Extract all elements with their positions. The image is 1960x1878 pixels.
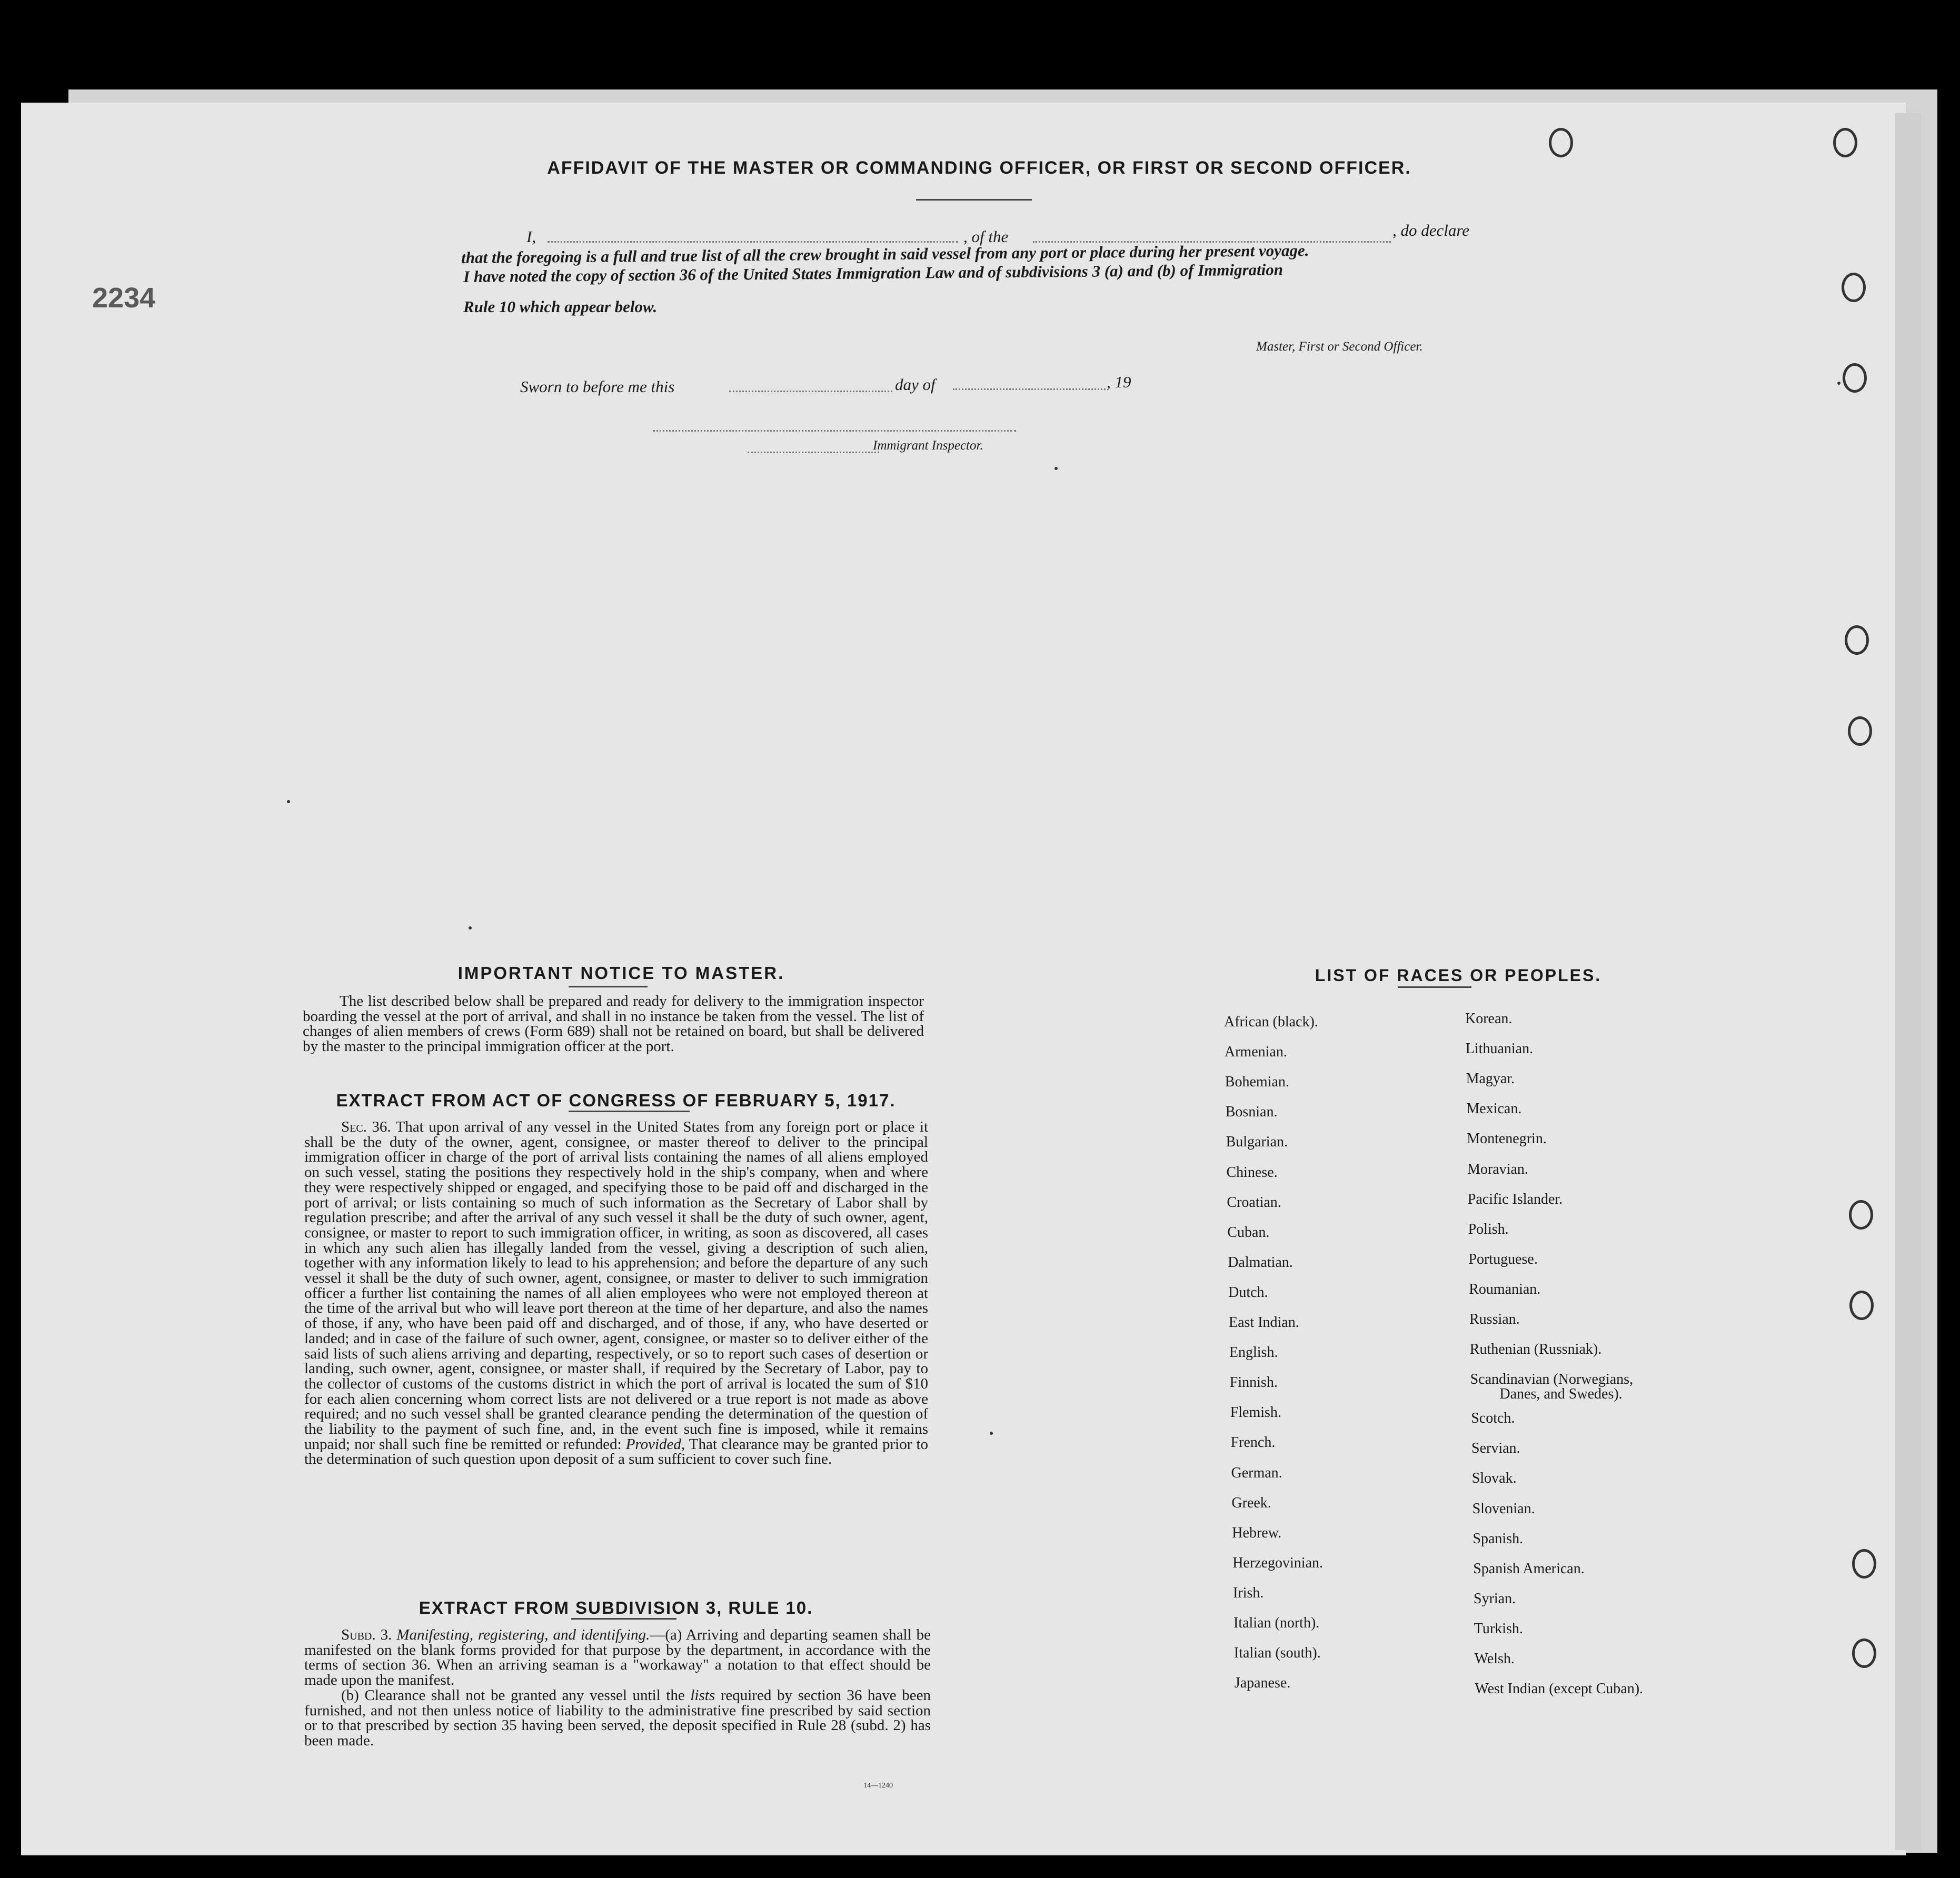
para-a-text: —(a) Arriving and departing seamen shall be manifested on the blank forms provided for that purpose by the department, in accordance with the terms of section 36. When an arriving seaman is a "workaway" a notation to that effect should be made upon the manifest. <box>304 1626 931 1689</box>
race-item: Magyar. <box>1466 1071 1515 1087</box>
race-item: Polish. <box>1468 1221 1509 1237</box>
binder-hole <box>1852 1549 1876 1579</box>
extract-act-text-end: That clearance may be granted prior to the determination of such question upon deposit of a sum sufficient to cover such fine. <box>304 1435 928 1468</box>
affidavit-of-the-label: , of the <box>963 227 1009 246</box>
race-item: Moravian. <box>1467 1161 1528 1177</box>
race-item: Bulgarian. <box>1226 1134 1288 1151</box>
page-edge-strip <box>1895 113 1922 1850</box>
race-item: English. <box>1229 1344 1278 1361</box>
race-item: Ruthenian (Russniak). <box>1469 1341 1602 1358</box>
form-number: 14—1240 <box>863 1782 893 1790</box>
para-b-lists: lists <box>690 1686 715 1704</box>
speck <box>287 800 290 803</box>
affidavit-statement-line1: that the foregoing is a full and true list of all the crew brought in said vessel from any port or place during her present voyage. <box>461 241 1309 267</box>
races-title: LIST OF RACES OR PEOPLES. <box>1315 966 1602 985</box>
subd-heading: Manifesting, registering, and identifying. <box>396 1626 650 1643</box>
race-item: Syrian. <box>1474 1590 1516 1607</box>
binder-hole <box>1848 716 1872 746</box>
extract-rule-title: EXTRACT FROM SUBDIVISION 3, RULE 10. <box>419 1598 813 1617</box>
notice-title: IMPORTANT NOTICE TO MASTER. <box>457 963 785 983</box>
race-item: Flemish. <box>1230 1404 1281 1421</box>
race-item: Bosnian. <box>1225 1104 1278 1121</box>
binder-hole <box>1852 1639 1876 1668</box>
notice-title-underline <box>569 986 648 987</box>
provided-word: Provided, <box>625 1435 685 1453</box>
binder-hole <box>1842 273 1866 302</box>
binder-hole <box>1833 128 1857 157</box>
affidavit-statement-line3: Rule 10 which appear below. <box>463 297 658 316</box>
race-item: German. <box>1231 1464 1282 1481</box>
races-title-underline <box>1398 986 1471 988</box>
affidavit-title: AFFIDAVIT OF THE MASTER OR COMMANDING OFFICER, OR FIRST OR SECOND OFFICER. <box>547 158 1411 178</box>
race-item: Cuban. <box>1227 1224 1270 1241</box>
race-item: French. <box>1230 1434 1276 1451</box>
race-item: Spanish American. <box>1473 1560 1585 1577</box>
inspector-signature-line-2 <box>748 452 879 453</box>
binder-hole <box>1549 128 1573 157</box>
race-item: Korean. <box>1465 1011 1513 1027</box>
name-blank-line <box>548 241 958 243</box>
sworn-day-blank <box>729 391 892 392</box>
affidavit-i-label: I, <box>526 227 536 246</box>
title-rule <box>916 199 1032 201</box>
race-item: Scandinavian (Norwegians, <box>1470 1371 1634 1388</box>
master-signature-label: Master, First or Second Officer. <box>1256 339 1423 354</box>
binder-hole <box>1845 625 1869 655</box>
inspector-signature-line <box>653 430 1016 432</box>
para-b-prefix: (b) Clearance shall not be granted any vessel until the <box>341 1686 685 1704</box>
extract-rule-paragraph <box>304 1627 931 1749</box>
race-item: Slovenian. <box>1472 1500 1535 1517</box>
binder-hole <box>1849 1200 1873 1230</box>
extract-act-text: That upon arrival of any vessel in the United States from any foreign port or place it shall be the duty of the owner, agent, consignee, or master thereof to deliver to the principal immigration officer in charge of the port of arrival lists containing the names of all aliens employed on such vessel, stating the positions they respectively hold in the ship's company, when and where they were respectively shipped or engaged, and specifying those to be paid off and discharged in the port of arrival; or lists containing so much of such information as the Secretary of Labor shall by regulation prescribe; and after the arrival of any such vessel it shall be the duty of such owner, agent, consignee, or master to report to such immigration officer, in writing, as soon as discovered, all cases in which any such alien has illegally landed from the vessel, giving a description of such alien, together with any information likely to lead to his apprehension; and before the departure of any such vessel it shall be the duty of such owner, agent, consignee, or master to deliver to such immigration officer a further list containing the names of all alien employees who were not employed thereon at the time of the arrival but who will leave port thereon at the time of her departure, and also the names of those, if any, who have been paid off and discharged, and of those, if any, who have deserted or landed; and in case of the failure of such owner, agent, consignee, or master so to deliver either of the said lists of such aliens arriving and departing, respectively, or so to report such cases of desertion or landing, such owner, agent, consignee, or master shall, if required by the Secretary of Labor, pay to the collector of customs of the customs district in which the port of arrival is located the sum of $10 for each alien concerning whom correct lists are not delivered or a true report is not made as above required; and no such vessel shall be granted clearance pending the determination of the question of the liability to the payment of such fine, and, in the event such fine is imposed, while it remains unpaid; nor shall such fine be remitted or refunded: <box>304 1118 929 1453</box>
sworn-month-blank <box>953 388 1106 390</box>
race-item: Italian (south). <box>1233 1645 1321 1662</box>
race-item: Montenegrin. <box>1467 1131 1547 1147</box>
race-item: Irish. <box>1233 1584 1264 1601</box>
notice-text: The list described below shall be prepared and ready for delivery to the immigration inspector boarding the vessel at the port of arrival, and shall in no instance be taken from the vessel. The list of changes of alien members of crews (Form 689) shall not be retained on board, but shall be delivered by the master to the principal immigration officer at the port. <box>303 993 924 1055</box>
race-item: Slovak. <box>1471 1470 1517 1487</box>
sworn-before-label: Sworn to before me this <box>520 377 675 396</box>
race-item: Herzegovinian. <box>1232 1554 1324 1571</box>
race-item: Italian (north). <box>1233 1615 1320 1631</box>
para-b-rest: required by section 36 have been furnished, and not then unless notice of liability to the administrative fine prescribed by said section or to that prescribed by section 35 having been served, the deposit specified in Rule 28 (subd. 2) has been made. <box>304 1686 931 1749</box>
extract-act-title: EXTRACT FROM ACT OF CONGRESS OF FEBRUARY 5, 1917. <box>336 1091 896 1110</box>
race-item: Armenian. <box>1224 1044 1287 1061</box>
race-item: Roumanian. <box>1469 1281 1541 1297</box>
affidavit-declare-label: , do declare <box>1392 221 1470 239</box>
race-item: Lithuanian. <box>1465 1041 1534 1057</box>
day-of-label: day of <box>895 375 936 394</box>
race-item: Bohemian. <box>1225 1074 1289 1091</box>
subd-label: Subd. 3. <box>341 1626 392 1643</box>
year-prefix-label: , 19 <box>1107 373 1131 391</box>
race-item: West Indian (except Cuban). <box>1475 1681 1644 1697</box>
extract-act-underline <box>569 1111 690 1112</box>
race-item: Scotch. <box>1471 1410 1515 1427</box>
margin-stamp: 2234 <box>92 282 156 314</box>
speck <box>469 926 472 930</box>
race-item: Dutch. <box>1228 1284 1268 1301</box>
race-item: Chinese. <box>1226 1164 1278 1181</box>
binder-hole <box>1849 1291 1874 1320</box>
extract-rule-underline <box>571 1618 676 1620</box>
race-item: Pacific Islander. <box>1467 1191 1563 1207</box>
race-item: African (black). <box>1224 1014 1318 1030</box>
race-item: Welsh. <box>1474 1651 1515 1667</box>
speck <box>990 1432 993 1435</box>
extract-act-paragraph <box>304 1120 928 1467</box>
race-item: Turkish. <box>1474 1620 1523 1637</box>
section-label: Sec. 36. <box>341 1118 391 1135</box>
race-item: Danes, and Swedes). <box>1499 1386 1623 1403</box>
race-item: Finnish. <box>1229 1374 1278 1391</box>
binder-hole <box>1843 363 1867 393</box>
race-item: Russian. <box>1469 1311 1520 1327</box>
race-item: Mexican. <box>1466 1101 1522 1117</box>
race-item: Greek. <box>1231 1494 1271 1511</box>
inspector-label: Immigrant Inspector. <box>873 438 983 453</box>
race-item: Dalmatian. <box>1228 1254 1293 1271</box>
speck <box>1054 467 1058 470</box>
race-item: East Indian. <box>1229 1314 1299 1331</box>
race-item: Portuguese. <box>1468 1251 1538 1267</box>
race-item: Japanese. <box>1234 1675 1291 1692</box>
race-item: Hebrew. <box>1232 1524 1282 1541</box>
notice-paragraph <box>303 994 924 1054</box>
race-item: Spanish. <box>1473 1530 1524 1547</box>
affidavit-statement-line2: I have noted the copy of section 36 of the United States Immigration Law and of subdivisions 3 (a) and (b) of Immigration <box>463 260 1284 286</box>
race-item: Croatian. <box>1227 1194 1281 1211</box>
speck <box>1837 382 1840 385</box>
race-item: Servian. <box>1471 1440 1520 1457</box>
